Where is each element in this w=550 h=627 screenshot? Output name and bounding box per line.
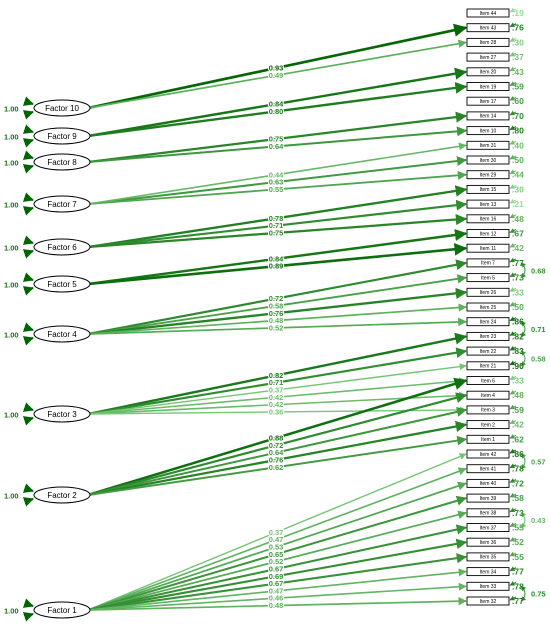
variance-label: 1.00: [4, 491, 19, 501]
item-label: Item 34: [479, 569, 497, 576]
item-node-item-35: [467, 552, 524, 562]
covariance-label: 0.43: [531, 516, 546, 526]
covariance-paths: [521, 263, 546, 601]
observed-items: [467, 8, 524, 606]
item-node-item-43: [467, 23, 524, 33]
item-node-item-22: [467, 346, 524, 356]
variance-label: 1.00: [4, 280, 19, 290]
factor-node-factor-10: [4, 100, 90, 116]
residual-label: .77: [512, 596, 524, 606]
loading-label: 0.64: [268, 448, 284, 458]
item-label: Item 10: [479, 128, 497, 135]
item-node-item-30: [467, 155, 524, 165]
item-label: Item 26: [479, 290, 497, 297]
variance-label: 1.00: [4, 158, 19, 168]
item-label: Item 21: [479, 363, 497, 370]
item-label: Item 20: [479, 69, 497, 76]
variance-arrow: [27, 156, 33, 158]
residual-label: .30: [512, 184, 524, 195]
item-label: Item 13: [479, 201, 497, 208]
loading-label: 0.72: [268, 440, 284, 450]
factor-label: Factor 6: [47, 243, 77, 252]
loading-label: 0.76: [268, 455, 284, 465]
item-node-item-33: [467, 581, 524, 591]
variance-label: 1.00: [4, 132, 19, 142]
residual-label: .59: [512, 404, 524, 415]
item-label: Item 12: [479, 231, 497, 238]
residual-label: .73: [512, 507, 524, 518]
residual-label: .77: [512, 566, 524, 577]
item-node-item-24: [467, 317, 524, 327]
item-node-item-16: [467, 214, 524, 224]
item-label: Item 15: [479, 187, 497, 194]
item-node-item-10: [467, 126, 524, 136]
factor-node-factor-4: [4, 326, 90, 342]
item-node-item-20: [467, 67, 524, 77]
factor-label: Factor 8: [47, 158, 77, 167]
item-node-item-6: [467, 376, 524, 386]
item-node-item-7: [467, 258, 524, 268]
loading-label: 0.48: [268, 316, 284, 326]
item-node-item-41: [467, 464, 524, 474]
loading-label: 0.46: [268, 593, 284, 603]
factor-node-factor-1: [4, 602, 90, 618]
item-node-item-27: [467, 52, 524, 62]
item-label: Item 17: [479, 99, 497, 105]
factor-node-factor-3: [4, 406, 90, 422]
residual-label: .78: [512, 463, 524, 474]
item-label: Item 43: [479, 25, 497, 32]
factor-label: Factor 9: [47, 132, 77, 141]
residual-label: .40: [512, 140, 524, 151]
item-label: Item 36: [479, 540, 497, 546]
residual-label: .86: [512, 316, 524, 327]
item-label: Item 19: [479, 84, 497, 91]
loading-label: 0.36: [268, 407, 284, 417]
loading-label: 0.47: [268, 586, 284, 596]
factor-node-factor-2: [4, 487, 90, 503]
loading-label: 0.47: [268, 535, 284, 545]
residual-label: .67: [512, 228, 524, 239]
loading-label: 0.63: [268, 177, 284, 187]
residual-label: .59: [512, 81, 524, 92]
residual-label: .33: [512, 375, 524, 386]
item-label: Item 35: [479, 554, 497, 561]
item-node-item-11: [467, 243, 524, 253]
residual-label: .42: [512, 419, 524, 430]
covariance-label: 0.68: [531, 266, 546, 276]
item-node-item-40: [467, 478, 524, 488]
factor-label: Factor 4: [47, 330, 77, 339]
loading-label: 0.76: [268, 308, 284, 318]
item-label: Item 29: [479, 172, 497, 179]
variance-arrow: [27, 198, 33, 200]
item-node-item-42: [467, 449, 524, 459]
residual-label: .78: [512, 581, 524, 592]
loading-label: 0.52: [268, 323, 284, 333]
item-label: Item 2: [481, 422, 495, 429]
variance-arrow: [27, 418, 33, 420]
variance-arrow: [27, 112, 33, 114]
variance-label: 1.00: [4, 330, 19, 340]
residual-label: .77: [512, 257, 524, 268]
item-label: Item 22: [479, 348, 497, 355]
item-label: Item 6: [481, 378, 495, 385]
loading-label: 0.80: [268, 106, 284, 116]
variance-label: 1.00: [4, 410, 19, 420]
residual-label: .48: [512, 213, 524, 224]
item-node-item-14: [467, 111, 524, 121]
residual-label: .48: [512, 390, 524, 401]
residual-label: .50: [512, 302, 524, 312]
item-node-item-44: [467, 8, 524, 18]
loading-label: 0.62: [268, 462, 284, 472]
variance-arrow: [27, 278, 33, 280]
variance-arrow: [27, 408, 33, 410]
item-label: Item 16: [479, 216, 497, 223]
item-node-item-23: [467, 331, 524, 341]
loading-label: 0.65: [268, 549, 284, 559]
variance-arrow: [27, 130, 33, 132]
residual-label: .58: [512, 493, 524, 504]
factor-node-factor-5: [4, 276, 90, 292]
item-node-item-4: [467, 390, 524, 400]
loading-label: 0.75: [268, 228, 284, 238]
covariance-label: 0.57: [531, 457, 546, 467]
residual-label: .60: [512, 96, 524, 107]
item-node-item-5: [467, 273, 524, 283]
item-label: Item 28: [479, 40, 497, 47]
item-label: Item 24: [479, 319, 497, 326]
item-node-item-25: [467, 302, 524, 312]
item-label: Item 31: [479, 143, 497, 150]
factor-label: Factor 2: [47, 491, 77, 500]
loading-label: 0.53: [268, 542, 284, 552]
residual-label: .44: [512, 169, 524, 180]
item-node-item-29: [467, 170, 524, 180]
variance-arrow: [27, 338, 33, 340]
residual-label: .90: [512, 360, 524, 371]
loading-label: 0.72: [268, 294, 284, 304]
loading-label: 0.93: [268, 63, 284, 73]
item-label: Item 32: [479, 598, 497, 605]
residual-label: .55: [512, 551, 524, 562]
item-label: Item 4: [481, 393, 495, 399]
variance-arrow: [27, 499, 33, 501]
loading-label: 0.52: [268, 557, 284, 567]
residual-label: .73: [512, 272, 524, 283]
residual-label: .55: [512, 522, 524, 533]
item-node-item-34: [467, 567, 524, 577]
item-node-item-13: [467, 199, 524, 209]
item-label: Item 27: [479, 54, 497, 61]
item-node-item-39: [467, 493, 524, 503]
loading-label: 0.67: [268, 579, 284, 589]
item-label: Item 5: [481, 275, 495, 282]
factor-node-factor-9: [4, 128, 90, 144]
variance-arrow: [27, 604, 33, 606]
loading-label: 0.78: [268, 213, 284, 223]
variance-arrow: [27, 166, 33, 168]
item-node-item-19: [467, 82, 524, 92]
residual-label: .33: [512, 287, 524, 298]
item-node-item-26: [467, 287, 524, 297]
loading-label: 0.71: [268, 378, 284, 388]
loading-label: 0.58: [268, 301, 284, 311]
item-label: Item 23: [479, 334, 497, 341]
item-label: Item 39: [479, 495, 497, 502]
item-label: Item 1: [481, 437, 495, 444]
loading-label: 0.69: [268, 571, 284, 581]
loading-label: 0.42: [268, 392, 284, 402]
item-node-item-15: [467, 184, 524, 194]
item-label: Item 11: [479, 246, 497, 252]
variance-label: 1.00: [4, 606, 19, 616]
variance-arrow: [27, 489, 33, 491]
factor-label: Factor 10: [45, 104, 79, 113]
item-node-item-21: [467, 361, 524, 371]
factor-label: Factor 7: [47, 200, 77, 209]
item-node-item-32: [467, 596, 524, 606]
loading-label: 0.84: [268, 99, 284, 109]
residual-label: .43: [512, 66, 524, 77]
variance-arrow: [27, 140, 33, 142]
factor-node-factor-7: [4, 196, 90, 212]
loading-label: 0.84: [268, 254, 284, 264]
loading-labels: [269, 64, 284, 610]
variance-label: 1.00: [4, 104, 19, 114]
item-label: Item 33: [479, 584, 497, 591]
variance-arrow: [27, 241, 33, 243]
item-node-item-36: [467, 537, 524, 547]
residual-label: .52: [512, 537, 524, 548]
factor-label: Factor 3: [47, 410, 77, 419]
factor-label: Factor 5: [47, 280, 77, 289]
residual-label: .37: [512, 52, 524, 63]
item-node-item-31: [467, 140, 524, 150]
covariance-label: 0.58: [531, 354, 546, 364]
variance-label: 1.00: [4, 200, 19, 210]
residual-label: .30: [512, 37, 524, 48]
loading-label: 0.67: [268, 564, 284, 574]
item-label: Item 42: [479, 451, 497, 458]
item-label: Item 3: [481, 407, 495, 414]
residual-label: .72: [512, 478, 524, 489]
covariance-label: 0.75: [531, 589, 546, 599]
variance-label: 1.00: [4, 243, 19, 253]
item-label: Item 38: [479, 510, 497, 517]
residual-label: .42: [512, 243, 524, 254]
item-node-item-12: [467, 229, 524, 239]
loading-label: 0.82: [268, 370, 284, 380]
latent-factors: [4, 100, 90, 618]
residual-label: .21: [512, 199, 524, 210]
loading-label: 0.48: [268, 601, 284, 611]
residual-label: .76: [512, 22, 524, 33]
item-node-item-37: [467, 523, 524, 533]
factor-node-factor-6: [4, 239, 90, 255]
item-node-item-38: [467, 508, 524, 518]
item-node-item-17: [467, 96, 524, 106]
loading-label: 0.71: [268, 221, 284, 231]
variance-arrow: [27, 102, 33, 104]
variance-arrow: [27, 208, 33, 210]
item-node-item-28: [467, 37, 524, 47]
variance-arrow: [27, 288, 33, 290]
item-label: Item 37: [479, 525, 497, 532]
loading-label: 0.49: [268, 70, 284, 80]
item-label: Item 7: [481, 260, 495, 267]
item-label: Item 25: [479, 304, 497, 311]
residual-label: .80: [512, 125, 524, 136]
residual-label: .62: [512, 434, 524, 445]
loading-label: 0.55: [268, 184, 284, 194]
covariance-label: 0.71: [531, 325, 546, 335]
loading-label: 0.89: [268, 261, 284, 271]
variance-arrow: [27, 251, 33, 253]
residual-label: .86: [512, 449, 524, 459]
residual-label: .82: [512, 331, 524, 342]
loading-label: 0.37: [268, 527, 284, 537]
item-label: Item 30: [479, 157, 497, 164]
loading-label: 0.88: [268, 433, 284, 443]
loading-label: 0.37: [268, 385, 284, 395]
item-label: Item 44: [479, 10, 497, 17]
item-node-item-2: [467, 420, 524, 430]
item-node-item-1: [467, 434, 524, 444]
item-label: Item 41: [479, 466, 497, 473]
variance-arrow: [27, 614, 33, 616]
item-label: Item 40: [479, 481, 497, 488]
residual-label: .19: [512, 8, 524, 18]
factor-node-factor-8: [4, 154, 90, 170]
residual-label: .50: [512, 155, 524, 165]
factor-label: Factor 1: [47, 606, 77, 615]
loading-label: 0.64: [268, 141, 284, 151]
residual-label: .83: [512, 346, 524, 357]
loading-label: 0.42: [268, 400, 284, 410]
residual-label: .70: [512, 110, 524, 121]
loading-label: 0.75: [268, 134, 284, 144]
item-node-item-3: [467, 405, 524, 415]
variance-arrow: [27, 328, 33, 330]
loading-label: 0.44: [268, 170, 284, 180]
item-label: Item 14: [479, 113, 497, 120]
